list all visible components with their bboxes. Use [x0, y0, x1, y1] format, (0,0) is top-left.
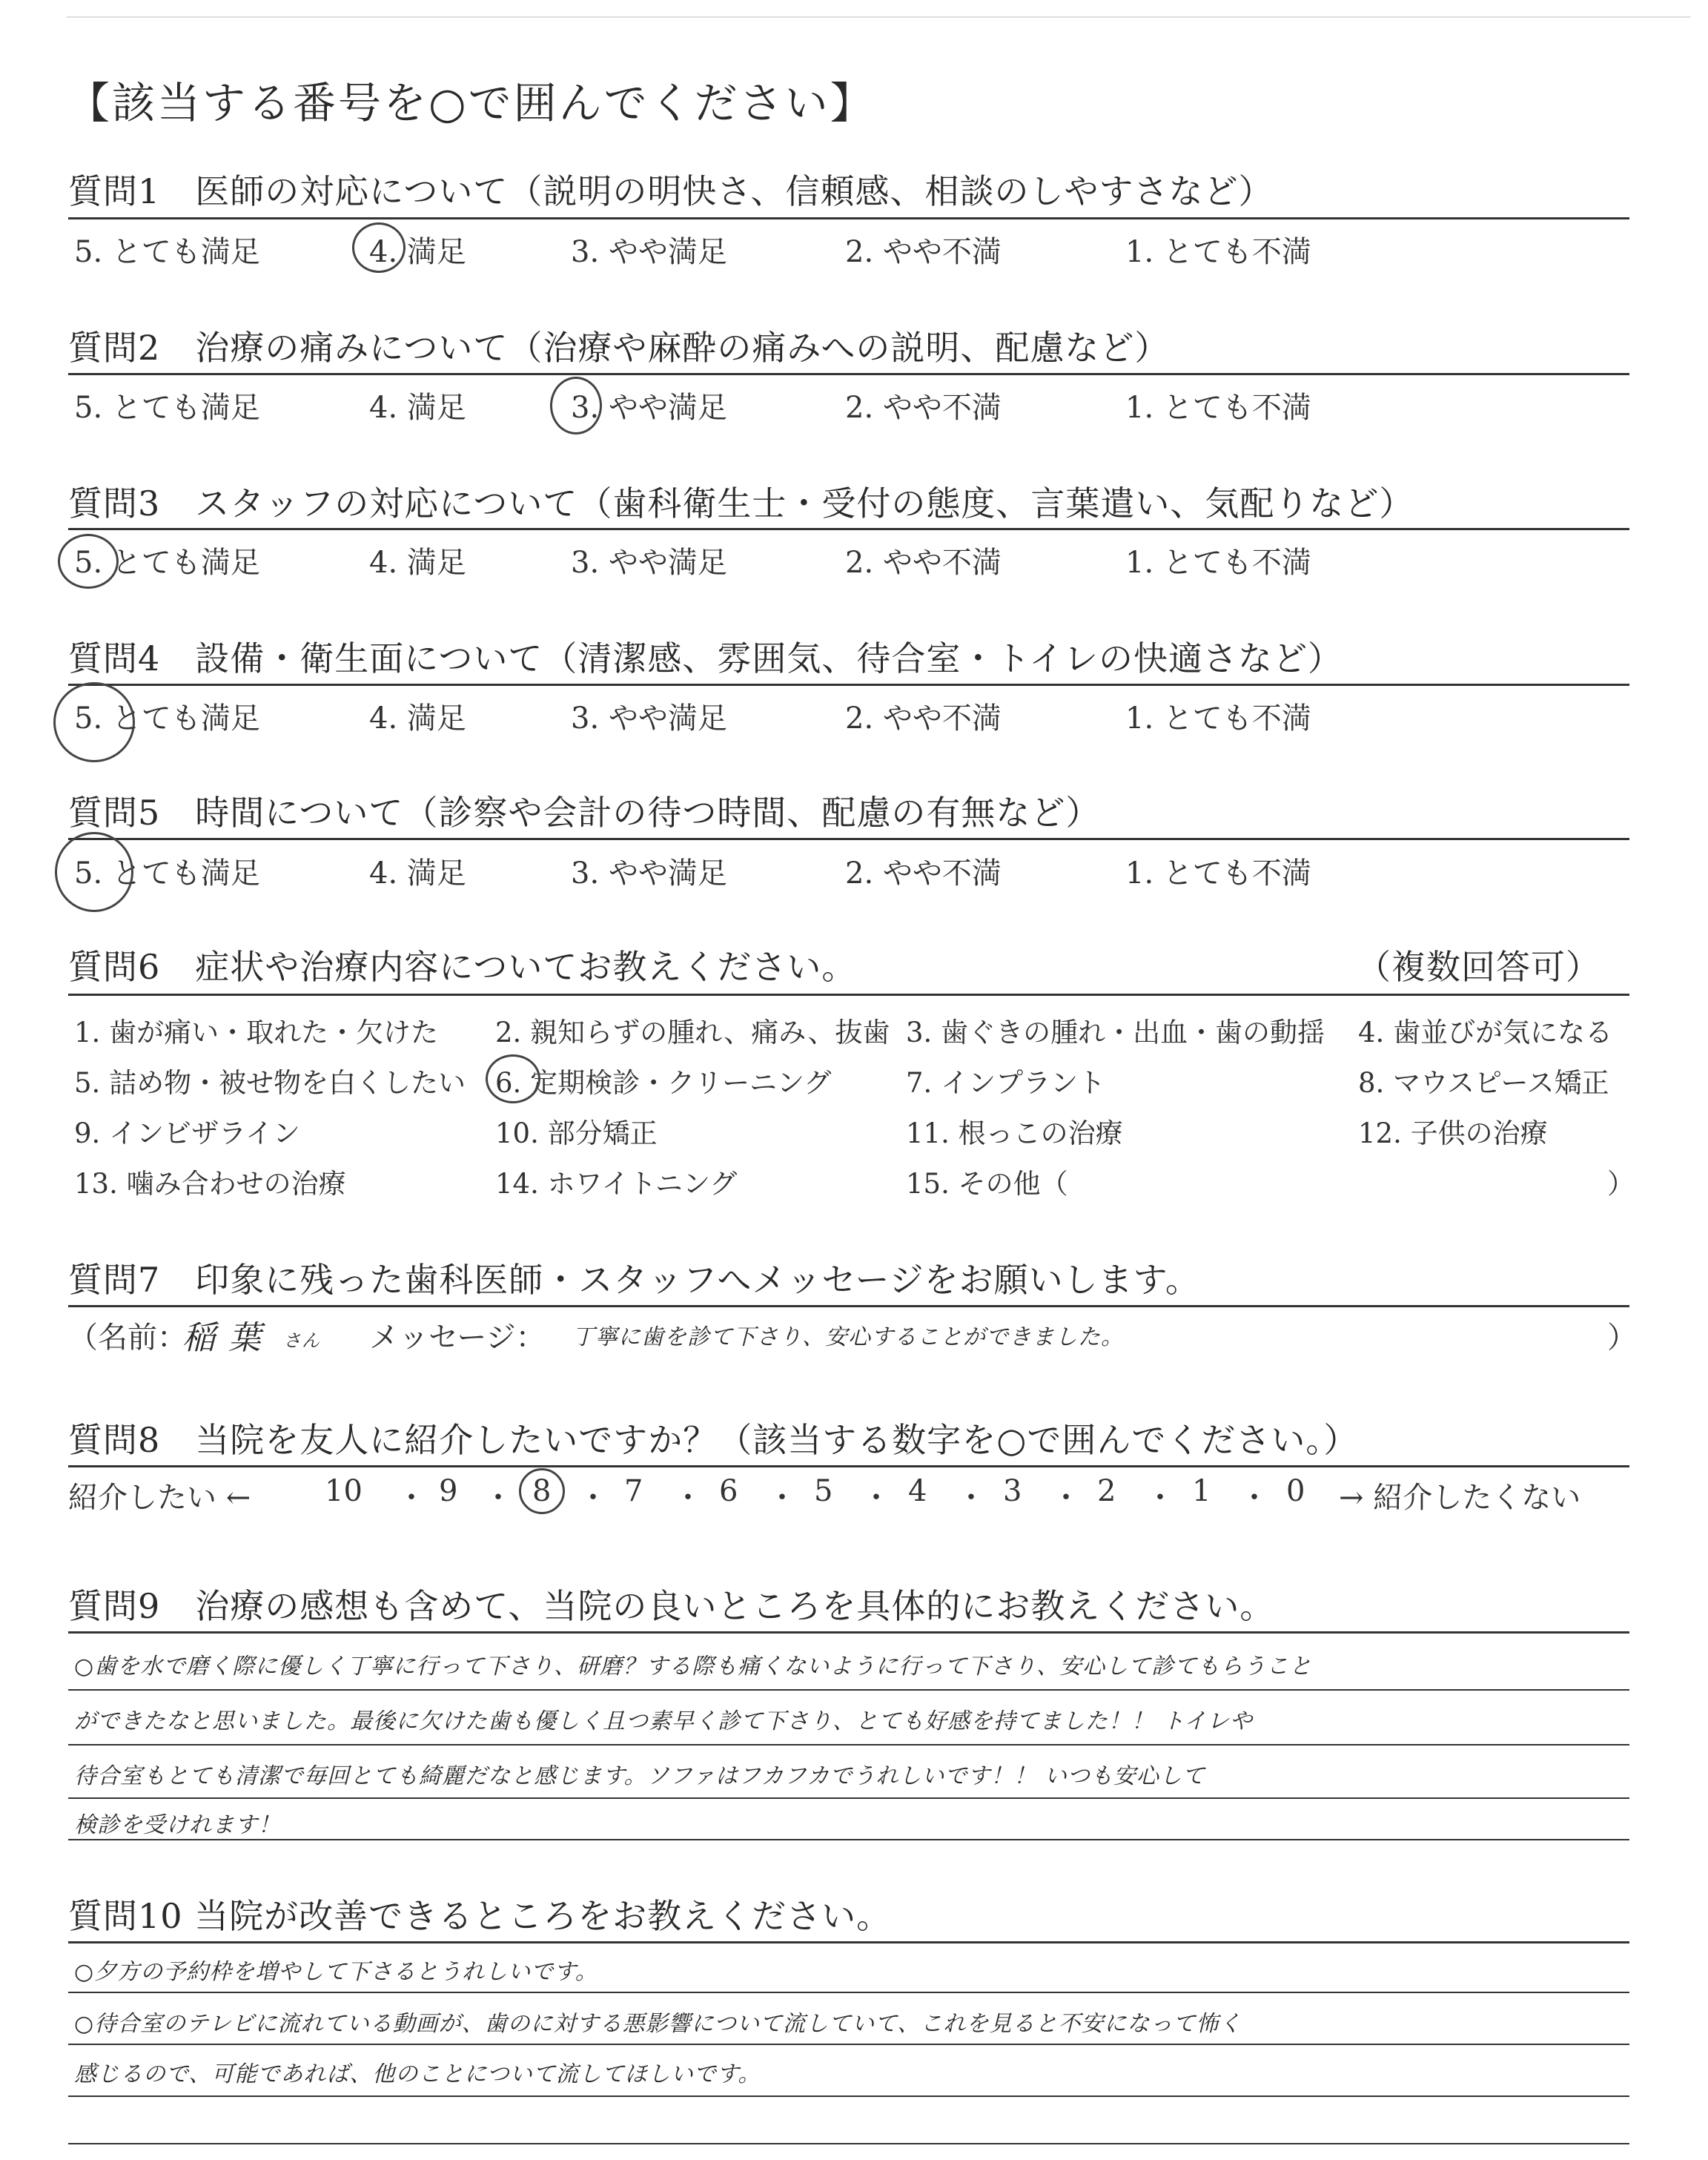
q9-answer-line[interactable]: ができたなと思いました。最後に欠けた歯も優しく且つ素早く診て下さり、とても好感を持てました！！ トイレや: [74, 1708, 1254, 1734]
page-heading: 【該当する番号を○で囲んでください】: [67, 78, 875, 128]
question-5-title: 質問5 時間について（診察や会計の待つ時間、配慮の有無など）: [68, 793, 1101, 833]
q10-line-rule: [68, 2143, 1629, 2144]
q2-selection-circle: [550, 377, 602, 435]
question-10-rule: [68, 1941, 1629, 1943]
q10-answer-line[interactable]: ○待合室のテレビに流れている動画が、歯のに対する悪影響について流していて、これを見ると不安になって怖く: [74, 2011, 1242, 2037]
question-2-title: 質問2 治療の痛みについて（治療や麻酔の痛みへの説明、配慮など）: [68, 328, 1170, 368]
question-5-rule: [68, 838, 1629, 840]
q1-selection-circle: [352, 222, 406, 273]
q9-line-rule: [68, 1744, 1629, 1745]
q10-line-rule: [68, 2095, 1629, 2097]
q8-scale-dot: ・: [1145, 1481, 1175, 1515]
q8-scale-5[interactable]: 5: [814, 1474, 833, 1508]
q8-scale-dot: ・: [578, 1481, 608, 1515]
q9-answer-line[interactable]: 待合室もとても清潔で毎回とても綺麗だなと感じます。ソファはフカフカでうれしいです！！ いつも安心して: [74, 1763, 1205, 1789]
q5-option-3[interactable]: 3. やや満足: [571, 856, 727, 891]
q2-option-2[interactable]: 2. やや不満: [845, 391, 1002, 425]
q8-scale-dot: ・: [767, 1481, 797, 1515]
q1-option-1[interactable]: 1. とても不満: [1125, 235, 1311, 269]
q8-scale-dot: ・: [1239, 1481, 1269, 1515]
q8-scale-7[interactable]: 7: [624, 1474, 643, 1508]
q7-name-label: （名前：: [68, 1321, 187, 1355]
q4-option-2[interactable]: 2. やや不満: [845, 701, 1002, 736]
top-border: [67, 16, 1690, 18]
q8-scale-3[interactable]: 3: [1003, 1474, 1022, 1508]
q8-left-label: 紹介したい ←: [68, 1481, 251, 1515]
q6-item-15[interactable]: 15. その他（: [906, 1168, 1068, 1200]
q8-scale-6[interactable]: 6: [719, 1474, 738, 1508]
question-6-title: 質問6 症状や治療内容についてお教えください。: [68, 947, 857, 987]
q7-san: さん: [283, 1330, 320, 1351]
q5-selection-circle: [55, 832, 133, 912]
q5-option-5[interactable]: 5. とても満足: [74, 856, 260, 891]
q7-close: ）: [1607, 1321, 1637, 1355]
q9-line-rule: [68, 1839, 1629, 1840]
question-4-title: 質問4 設備・衛生面について（清潔感、雰囲気、待合室・トイレの快適さなど）: [68, 638, 1343, 678]
q8-scale-dot: ・: [483, 1481, 513, 1515]
q6-item-9[interactable]: 9. インビザライン: [74, 1117, 300, 1149]
q8-scale-4[interactable]: 4: [908, 1474, 927, 1508]
question-10-title: 質問10 当院が改善できるところをお教えください。: [68, 1896, 892, 1936]
q8-scale-9[interactable]: 9: [439, 1474, 458, 1508]
question-4-rule: [68, 684, 1629, 686]
q9-line-rule: [68, 1689, 1629, 1691]
q3-option-3[interactable]: 3. やや満足: [571, 546, 727, 580]
q8-scale-10[interactable]: 10: [325, 1474, 363, 1508]
q8-scale-1[interactable]: 1: [1192, 1474, 1211, 1508]
q10-line-rule: [68, 2044, 1629, 2045]
question-1-rule: [68, 217, 1629, 219]
q6-item-6[interactable]: 6. 定期検診・クリーニング: [495, 1067, 832, 1099]
q8-right-label: → 紹介したくない: [1339, 1481, 1581, 1515]
q2-option-3[interactable]: 3. やや満足: [571, 391, 727, 425]
q6-item-3[interactable]: 3. 歯ぐきの腫れ・出血・歯の動揺: [906, 1017, 1325, 1048]
q8-scale-dot: ・: [1051, 1481, 1081, 1515]
q5-option-1[interactable]: 1. とても不満: [1125, 856, 1311, 891]
q5-option-2[interactable]: 2. やや不満: [845, 856, 1002, 891]
q1-option-3[interactable]: 3. やや満足: [571, 235, 727, 269]
q8-scale-dot: ・: [861, 1481, 891, 1515]
q4-option-1[interactable]: 1. とても不満: [1125, 701, 1311, 736]
q4-option-4[interactable]: 4. 満足: [369, 701, 466, 736]
q6-item-5[interactable]: 5. 詰め物・被せ物を白くしたい: [74, 1067, 466, 1099]
q6-item-13[interactable]: 13. 噛み合わせの治療: [74, 1168, 346, 1200]
q8-selection-circle: [519, 1468, 565, 1514]
q2-option-1[interactable]: 1. とても不満: [1125, 391, 1311, 425]
q3-option-1[interactable]: 1. とても不満: [1125, 546, 1311, 580]
q3-option-2[interactable]: 2. やや不満: [845, 546, 1002, 580]
q6-item-14[interactable]: 14. ホワイトニング: [495, 1168, 738, 1200]
q4-selection-circle: [53, 682, 135, 762]
q6-selection-circle: [486, 1054, 540, 1103]
q8-scale-0[interactable]: 0: [1286, 1474, 1305, 1508]
q8-scale-8[interactable]: 8: [532, 1474, 552, 1508]
question-6-note: （複数回答可）: [1357, 947, 1601, 987]
q6-item-10[interactable]: 10. 部分矯正: [495, 1117, 658, 1149]
q10-answer-line[interactable]: ○夕方の予約枠を増やして下さるとうれしいです。: [74, 1959, 598, 1985]
q9-answer-line[interactable]: 検診を受けれます！: [74, 1812, 281, 1838]
question-9-title: 質問9 治療の感想も含めて、当院の良いところを具体的にお教えください。: [68, 1586, 1275, 1626]
question-2-rule: [68, 373, 1629, 375]
q9-line-rule: [68, 1797, 1629, 1799]
q6-item-1[interactable]: 1. 歯が痛い・取れた・欠けた: [74, 1017, 439, 1048]
q7-message-label: メッセージ：: [369, 1321, 546, 1355]
q8-scale-dot: ・: [673, 1481, 703, 1515]
q8-scale-dot: ・: [956, 1481, 986, 1515]
question-8-rule: [68, 1465, 1629, 1467]
q1-option-2[interactable]: 2. やや不満: [845, 235, 1002, 269]
q7-name-value[interactable]: 稲 葉: [182, 1319, 262, 1357]
q4-option-3[interactable]: 3. やや満足: [571, 701, 727, 736]
question-1-title: 質問1 医師の対応について（説明の明快さ、信頼感、相談のしやすさなど）: [68, 171, 1274, 211]
q6-item-2[interactable]: 2. 親知らずの腫れ、痛み、抜歯: [495, 1017, 890, 1048]
q6-item-4[interactable]: 4. 歯並びが気になる: [1358, 1017, 1613, 1048]
q6-item-7[interactable]: 7. インプラント: [906, 1067, 1106, 1099]
q6-item-11[interactable]: 11. 根っこの治療: [906, 1117, 1123, 1149]
question-8-title: 質問8 当院を友人に紹介したいですか？（該当する数字を○で囲んでください。）: [68, 1420, 1359, 1460]
q3-option-5[interactable]: 5. とても満足: [74, 546, 260, 580]
q1-option-4[interactable]: 4. 満足: [369, 235, 466, 269]
question-3-rule: [68, 528, 1629, 530]
q7-message-value[interactable]: 丁寧に歯を診て下さり、安心することができました。: [572, 1324, 1124, 1350]
q8-scale-2[interactable]: 2: [1097, 1474, 1116, 1508]
question-7-rule: [68, 1305, 1629, 1307]
q2-option-5[interactable]: 5. とても満足: [74, 391, 260, 425]
q8-scale-dot: ・: [397, 1481, 426, 1515]
question-6-rule: [68, 994, 1629, 996]
question-3-title: 質問3 スタッフの対応について（歯科衛生士・受付の態度、言葉遣い、気配りなど）: [68, 483, 1414, 524]
q10-answer-line[interactable]: 感じるので、可能であれば、他のことについて流してほしいです。: [74, 2061, 761, 2087]
q6-item-8[interactable]: 8. マウスピース矯正: [1358, 1067, 1609, 1099]
q6-other-close: ）: [1607, 1168, 1635, 1200]
q4-option-5[interactable]: 5. とても満足: [74, 701, 260, 736]
q5-option-4[interactable]: 4. 満足: [369, 856, 466, 891]
q3-option-4[interactable]: 4. 満足: [369, 546, 466, 580]
q9-answer-line[interactable]: ○歯を水で磨く際に優しく丁寧に行って下さり、研磨？する際も痛くないように行って下さり、安心して診てもらうこと: [74, 1654, 1313, 1680]
q10-line-rule: [68, 1992, 1629, 1993]
question-9-rule: [68, 1631, 1629, 1634]
q3-selection-circle: [58, 534, 119, 589]
q2-option-4[interactable]: 4. 満足: [369, 391, 466, 425]
q1-option-5[interactable]: 5. とても満足: [74, 235, 260, 269]
q6-item-12[interactable]: 12. 子供の治療: [1358, 1117, 1548, 1149]
question-7-title: 質問7 印象に残った歯科医師・スタッフへメッセージをお願いします。: [68, 1260, 1200, 1300]
